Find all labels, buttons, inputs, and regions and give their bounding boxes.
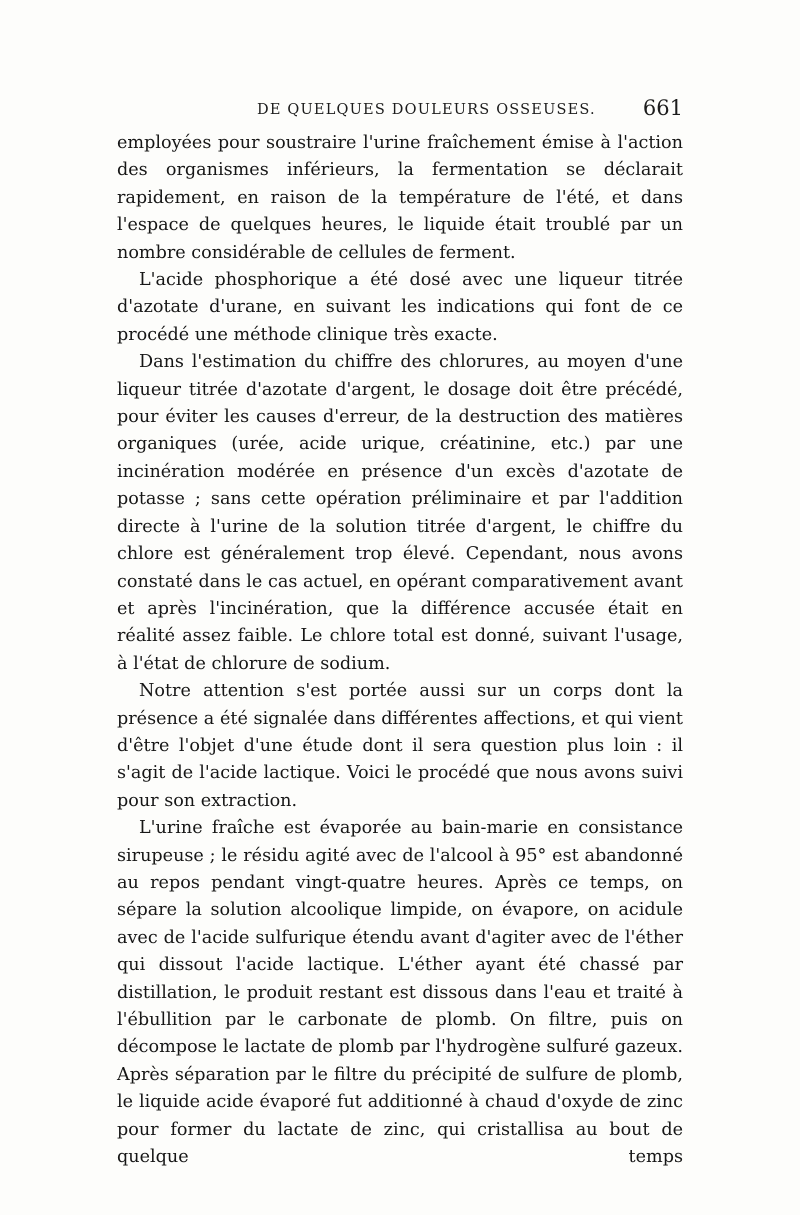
paragraph-continued: employées pour soustraire l'urine fraîchement émise à l'action des organismes inférieurs, la fermentation se déclarait rapidement, en raison de la température de l'été, et dans l'espace de quelques heures, le liquide était troublé par un nombre considérable de cellules de ferment. — [117, 133, 683, 263]
body-text — [117, 130, 683, 1171]
paragraph-lactic-acid: Notre attention s'est portée aussi sur un corps dont la présence a été signalée dans différentes affections, et qui vient d'être l'objet d'une étude dont il sera question plus loin : il s'agit de l'acide lactique. Voici le procédé que nous avons suivi pour son extraction. — [117, 681, 683, 811]
running-title: DE QUELQUES DOULEURS OSSEUSES. — [257, 102, 596, 118]
paragraph-chlorides: Dans l'estimation du chiffre des chlorures, au moyen d'une liqueur titrée d'azotate d'argent, le dosage doit être précédé, pour éviter les causes d'erreur, de la destruction des matières organiques (urée, acide urique, créatinine, etc.) par une incinération modérée en présence d'un excès d'azotate de potasse ; sans cette opération préliminaire et par l'addition directe à l'urine de la solution titrée d'argent, le chiffre du chlore est généralement trop élevé. Cependant, nous avons constaté dans le cas actuel, en opérant comparativement avant et après l'incinération, que la différence accusée était en réalité assez faible. Le chlore total est donné, suivant l'usage, à l'état de chlorure de sodium. — [117, 352, 683, 674]
page-number: 661 — [642, 96, 683, 120]
running-head — [117, 96, 683, 126]
paragraph-extraction-procedure: L'urine fraîche est évaporée au bain-marie en consistance sirupeuse ; le résidu agité avec de l'alcool à 95° est abandonné au repos pendant vingt-quatre heures. Après ce temps, on sépare la solution alcoolique limpide, on évapore, on acidule avec de l'acide sulfurique étendu avant d'agiter avec de l'éther qui dissout l'acide lactique. L'éther ayant été chassé par distillation, le produit restant est dissous dans l'eau et traité à l'ébullition par le carbonate de plomb. On filtre, puis on décompose le lactate de plomb par l'hydrogène sulfuré gazeux. Après séparation par le filtre du précipité de sulfure de plomb, le liquide acide évaporé fut additionné à chaud d'oxyde de zinc pour former du lactate de zinc, qui cristallisa au bout de quelque temps — [117, 818, 683, 1168]
paragraph-phosphoric-acid: L'acide phosphorique a été dosé avec une liqueur titrée d'azotate d'urane, en suivant les indications qui font de ce procédé une méthode clinique très exacte. — [117, 270, 683, 345]
